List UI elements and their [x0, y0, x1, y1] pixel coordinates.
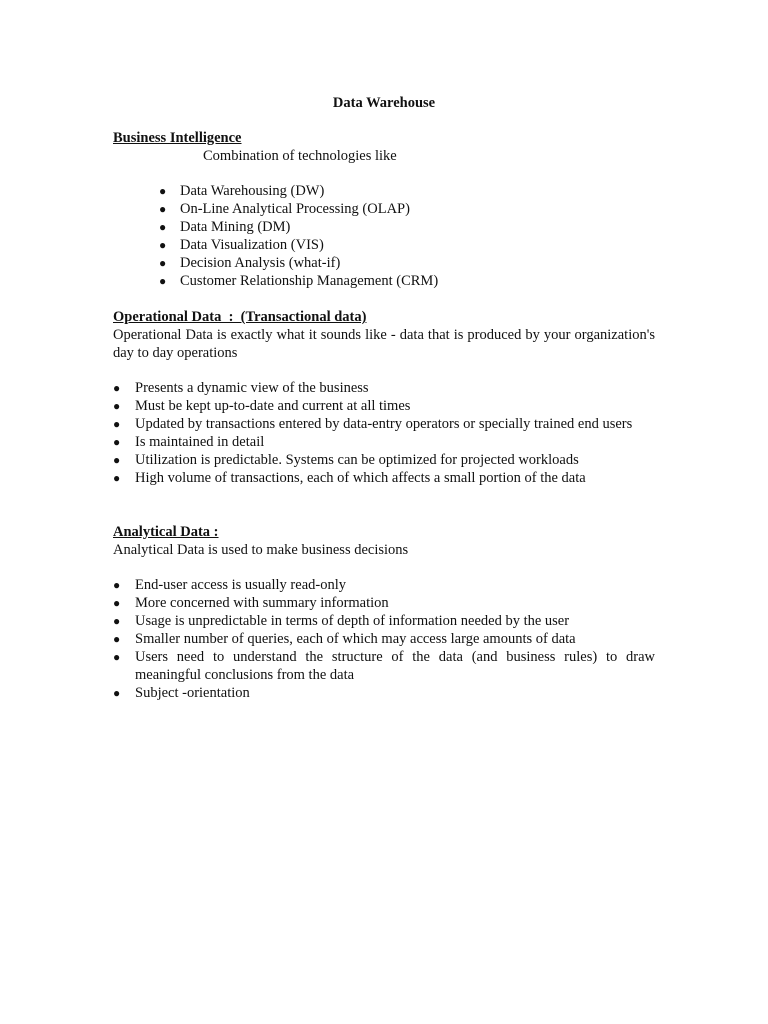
bullet-icon: ● — [159, 220, 167, 234]
bullet-icon: ● — [113, 471, 121, 485]
list-item-text: Smaller number of queries, each of which may access large amounts of data — [135, 631, 576, 647]
list-item-text: Data Warehousing (DW) — [180, 183, 325, 199]
list-item — [113, 630, 655, 648]
list-item-text: Is maintained in detail — [135, 434, 265, 450]
operational-data-heading: Operational Data : (Transactional data) — [113, 309, 367, 325]
list-item — [160, 254, 580, 272]
list-item — [113, 612, 655, 630]
list-item-text: More concerned with summary information — [135, 595, 389, 611]
business-intelligence-heading: Business Intelligence — [113, 130, 242, 146]
list-item-text: Data Visualization (VIS) — [180, 237, 324, 253]
bullet-icon: ● — [113, 686, 121, 700]
bullet-icon: ● — [113, 614, 121, 628]
operational-data-list — [113, 379, 655, 487]
bullet-icon: ● — [113, 632, 121, 646]
list-item — [160, 272, 580, 290]
list-item — [113, 397, 655, 415]
bullet-icon: ● — [113, 650, 121, 664]
list-item — [113, 415, 655, 433]
list-item — [160, 218, 580, 236]
list-item — [160, 236, 580, 254]
business-intelligence-intro: Combination of technologies like — [203, 148, 397, 164]
list-item-text: Subject -orientation — [135, 685, 250, 701]
analytical-data-heading: Analytical Data : — [113, 524, 219, 540]
bullet-icon: ● — [113, 381, 121, 395]
list-item-text: On-Line Analytical Processing (OLAP) — [180, 201, 410, 217]
bullet-icon: ● — [159, 274, 167, 288]
list-item — [160, 182, 580, 200]
operational-data-description: Operational Data is exactly what it sounds like - data that is produced by your organization's day to day operations — [113, 327, 655, 361]
list-item — [113, 576, 655, 594]
list-item-text: Utilization is predictable. Systems can be optimized for projected workloads — [135, 452, 579, 468]
bullet-icon: ● — [159, 184, 167, 198]
list-item-text: High volume of transactions, each of which affects a small portion of the data — [135, 470, 586, 486]
bullet-icon: ● — [113, 399, 121, 413]
list-item-text: End-user access is usually read-only — [135, 577, 346, 593]
bullet-icon: ● — [113, 596, 121, 610]
bullet-icon: ● — [113, 453, 121, 467]
analytical-data-description: Analytical Data is used to make business decisions — [113, 542, 409, 558]
list-item-text: Updated by transactions entered by data-entry operators or specially trained end users — [135, 416, 633, 432]
document-title: Data Warehouse — [332, 95, 436, 111]
list-item-text: Usage is unpredictable in terms of depth of information needed by the user — [135, 613, 570, 629]
business-intelligence-list — [160, 182, 580, 290]
list-item-text: Users need to understand the structure of the data (and business rules) to draw meaningful conclusions from the data — [135, 649, 655, 683]
list-item-text: Data Mining (DM) — [180, 219, 291, 235]
list-item-text: Presents a dynamic view of the business — [135, 380, 369, 396]
bullet-icon: ● — [113, 417, 121, 431]
list-item-text: Customer Relationship Management (CRM) — [180, 273, 439, 289]
list-item — [113, 379, 655, 397]
list-item — [113, 648, 655, 684]
list-item — [113, 594, 655, 612]
list-item — [113, 469, 655, 487]
bullet-icon: ● — [159, 256, 167, 270]
list-item-text: Decision Analysis (what-if) — [180, 255, 341, 271]
list-item — [113, 684, 655, 702]
bullet-icon: ● — [159, 238, 167, 252]
bullet-icon: ● — [113, 578, 121, 592]
list-item — [160, 200, 580, 218]
analytical-data-list — [113, 576, 655, 702]
list-item-text: Must be kept up-to-date and current at all times — [135, 398, 411, 414]
bullet-icon: ● — [113, 435, 121, 449]
list-item — [113, 451, 655, 469]
list-item — [113, 433, 655, 451]
bullet-icon: ● — [159, 202, 167, 216]
